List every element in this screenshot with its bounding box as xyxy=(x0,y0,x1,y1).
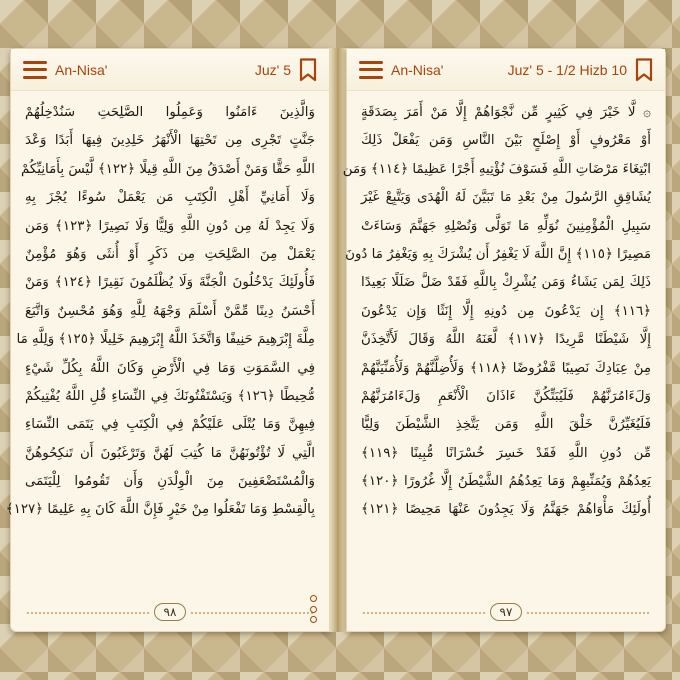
verse-line: مِنْ عِبَادِكَ نَصِيبًا مَّفْرُوضًا ﴿١١٨﴾ وَلَأُضِلَّنَّهُمْ وَلَأُمَنِّيَنَّهُمْ xyxy=(361,360,651,376)
left-page-footer xyxy=(11,591,329,631)
verse-line: ذَلِكَ لِمَن يَشَاءُ وَمَن يُشْرِكْ بِاللَّهِ فَقَدْ ضَلَّ ضَلَلًا بَعِيدًا xyxy=(361,275,651,291)
verse-line: اللَّهِ حَقًّا وَمَنْ أَصْدَقُ مِنَ اللَّهِ قِيلًا ﴿١٢٢﴾ لَّيْسَ بِأَمَانِيِّكُمْ xyxy=(20,161,315,177)
page-number-label: ٩٧ xyxy=(490,603,522,621)
verse-line: جَنَّتٍ تَجْرِى مِن تَحْتِهَا الْأَنْهَرُ خَلِدِينَ فِيهَا أَبَدًا وَعْدَ xyxy=(25,133,315,149)
left-page-header xyxy=(11,49,329,91)
bookmark-icon[interactable] xyxy=(299,58,317,82)
bookmark-icon[interactable] xyxy=(635,58,653,82)
verse-line: فَلَيُغَيِّرُنَّ خَلْقَ اللَّهِ وَمَن يَتَّخِذِ الشَّيْطَنَ وَلِيًّا xyxy=(361,417,651,433)
verse-line: سَبِيلِ الْمُؤْمِنِينَ نُوَلِّهِ مَا تَوَلَّى وَنُصْلِهِ جَهَنَّمَ وَسَاءَتْ xyxy=(361,218,651,234)
verse-line: وَلَا أَمَانِيِّ أَهْلِ الْكِتَبِ مَن يَعْمَلْ سُوءًا يُجْزَ بِهِ xyxy=(25,190,315,206)
page-number xyxy=(486,601,526,621)
verse-line: وَالَّذِينَ ءَامَنُوا وَعَمِلُوا الصَّلِحَتِ سَنُدْخِلُهُمْ xyxy=(25,105,315,120)
verse-line: وَالْمُسْتَضْعَفِينَ مِنَ الْوِلْدَنِ وَأَن تَقُومُوا لِلْيَتَمَى xyxy=(25,474,315,490)
menu-icon[interactable] xyxy=(23,61,47,79)
verse-line: يَعْمَلْ مِنَ الصَّلِحَتِ مِن ذَكَرٍ أَوْ أُنثَى وَهُوَ مُؤْمِنٌ xyxy=(25,246,315,262)
right-page-header xyxy=(347,49,665,91)
verse-line: يَعِدُهُمْ وَيُمَنِّيهِمْ وَمَا يَعِدُهُمُ الشَّيْطَنُ إِلَّا غُرُورًا ﴿١٢٠﴾ xyxy=(361,474,651,490)
verse-line: أَوْ مَعْرُوفٍ أَوْ إِصْلَحٍ بَيْنَ النَّاسِ وَمَن يَفْعَلْ ذَلِكَ xyxy=(361,133,651,149)
more-options-icon[interactable] xyxy=(307,595,319,623)
verse-line: وَلَءَامُرَنَّهُمْ فَلَيُبَتِّكُنَّ ءَاذَانَ الْأَنْعَمِ وَلَءَامُرَنَّهُمْ xyxy=(361,388,651,404)
verse-line: مِّن دُونِ اللَّهِ فَقَدْ خَسِرَ خُسْرَانًا مُّبِينًا ﴿١١٩﴾ xyxy=(361,445,651,461)
verse-line: ۞ لَّا خَيْرَ فِي كَثِيرٍ مِّن نَّجْوَاهُمْ إِلَّا مَنْ أَمَرَ بِصَدَقَةٍ xyxy=(361,105,651,120)
verse-line: مَصِيرًا ﴿١١٥﴾ إِنَّ اللَّهَ لَا يَغْفِرُ أَن يُشْرَكَ بِهِ وَيَغْفِرُ مَا دُونَ xyxy=(345,246,651,262)
verse-line: ﴿١١٦﴾ إِن يَدْعُونَ مِن دُونِهِ إِلَّا إِنَثًا وَإِن يَدْعُونَ xyxy=(361,303,651,319)
verse-line: فِيهِنَّ وَمَا يُتْلَى عَلَيْكُمْ فِي الْكِتَبِ فِي يَتَمَى النِّسَاءِ xyxy=(25,417,315,433)
verse-line: إِلَّا شَيْطَنًا مَّرِيدًا ﴿١١٧﴾ لَّعَنَهُ اللَّهُ وَقَالَ لَأَتَّخِذَنَّ xyxy=(361,332,651,348)
page-number xyxy=(150,601,190,621)
verse-line: فِي السَّمَوَتِ وَمَا فِي الْأَرْضِ وَكَانَ اللَّهُ بِكُلِّ شَيْءٍ xyxy=(25,360,315,376)
surah-name[interactable]: An-Nisa' xyxy=(391,61,444,78)
juz-info: Juz' 5 - 1/2 Hizb 10 xyxy=(507,61,627,78)
verse-line: يُشَاقِقِ الرَّسُولَ مِنْ بَعْدِ مَا تَبَيَّنَ لَهُ الْهُدَى وَيَتَّبِعْ غَيْرَ xyxy=(361,190,651,206)
verse-line: أُولَئِكَ مَأْوَاهُمْ جَهَنَّمُ وَلَا يَجِدُونَ عَنْهَا مَحِيصًا ﴿١٢١﴾ xyxy=(361,502,651,518)
verse-text xyxy=(5,99,316,585)
verse-line: فَأُولَئِكَ يَدْخُلُونَ الْجَنَّةَ وَلَا يُظْلَمُونَ نَقِيرًا ﴿١٢٤﴾ وَمَنْ xyxy=(25,275,315,291)
verse-line: أَحْسَنُ دِينًا مِّمَّنْ أَسْلَمَ وَجْهَهُ لِلَّهِ وَهُوَ مُحْسِنٌ وَاتَّبَعَ xyxy=(25,303,315,319)
verse-text xyxy=(342,99,651,585)
menu-icon[interactable] xyxy=(359,61,383,79)
page-number-label: ٩٨ xyxy=(154,603,186,621)
surah-name[interactable]: An-Nisa' xyxy=(55,61,108,78)
verse-line: مُّحِيطًا ﴿١٢٦﴾ وَيَسْتَفْتُونَكَ فِي النِّسَاءِ قُلِ اللَّهُ يُفْتِيكُمْ xyxy=(25,388,315,404)
verse-line: بِالْقِسْطِ وَمَا تَفْعَلُوا مِنْ خَيْرٍ فَإِنَّ اللَّهَ كَانَ بِهِ عَلِيمًا ﴿١٢٧﴾ xyxy=(5,502,315,518)
verse-line: وَلَا يَجِدْ لَهُ مِن دُونِ اللَّهِ وَلِيًّا وَلَا نَصِيرًا ﴿١٢٣﴾ وَمَن xyxy=(25,218,316,234)
right-page xyxy=(342,48,666,632)
verse-line: ابْتِغَاءَ مَرْضَاتِ اللَّهِ فَسَوْفَ نُؤْتِيهِ أَجْرًا عَظِيمًا ﴿١١٤﴾ وَمَن xyxy=(342,161,651,177)
book-spine xyxy=(330,48,346,632)
right-page-footer xyxy=(347,591,665,631)
juz-info: Juz' 5 xyxy=(254,61,291,78)
left-page xyxy=(5,48,330,632)
verse-line: الَّتِي لَا تُؤْتُونَهُنَّ مَا كُتِبَ لَهُنَّ وَتَرْغَبُونَ أَن تَنكِحُوهُنَّ xyxy=(25,445,315,461)
verse-line: مِلَّةَ إِبْرَهِيمَ حَنِيفًا وَاتَّخَذَ اللَّهُ إِبْرَهِيمَ خَلِيلًا ﴿١٢٥﴾ وَلِلَّهِ مَا xyxy=(16,332,315,348)
